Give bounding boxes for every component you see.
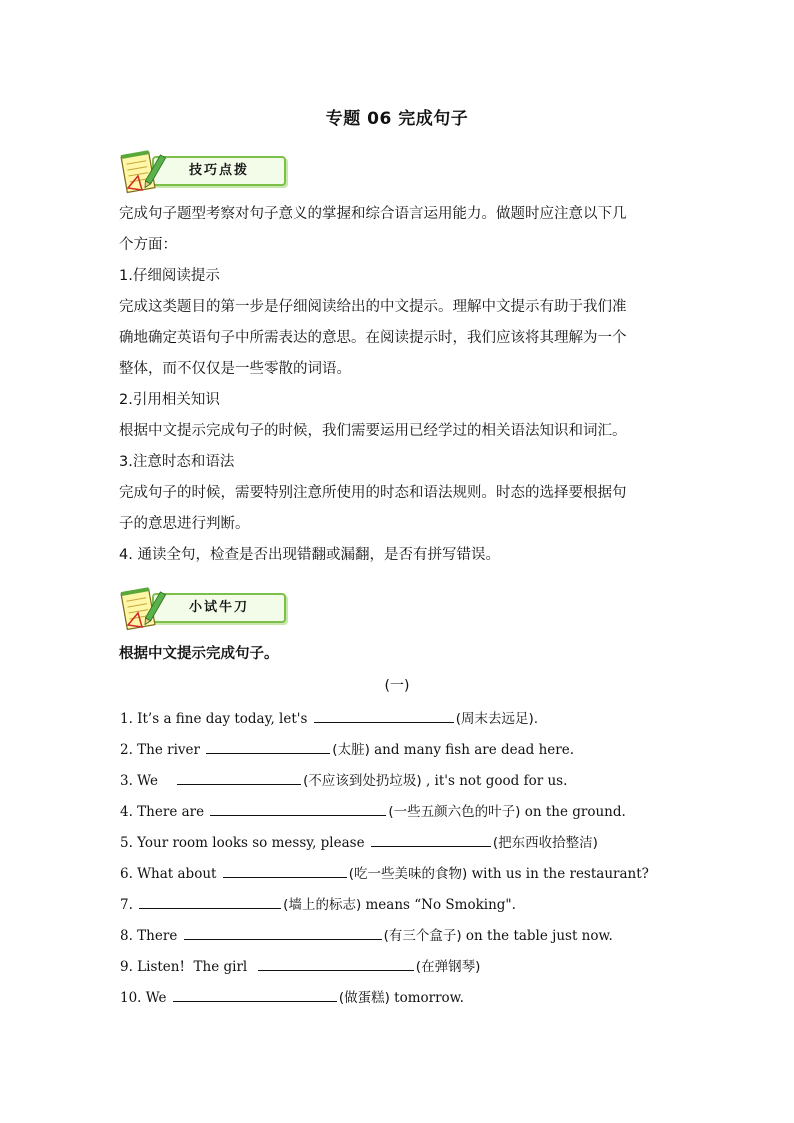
question-text: 9. Listen! The girl (120, 959, 256, 975)
question-text: 1. It’s a fine day today, let's (120, 711, 312, 727)
answer-blank[interactable] (206, 740, 330, 754)
tip-line: 1.仔细阅读提示 (119, 268, 220, 284)
question-hint: (墙上的标志) (283, 897, 362, 913)
question-hint: (不应该到处扔垃圾) (303, 773, 422, 789)
question-1 (120, 707, 538, 727)
tip-line: 完成句子的时候，需要特别注意所使用的时态和语法规则。时态的选择要根据句 (119, 485, 627, 501)
tip-line: 完成句子题型考察对句子意义的掌握和综合语言运用能力。做题时应注意以下几 (119, 206, 627, 222)
question-text: 5. Your room looks so messy, please (120, 835, 369, 851)
question-hint: (有三个盒子) (383, 928, 462, 944)
question-2 (120, 738, 574, 758)
tip-line: 个方面： (119, 237, 177, 253)
answer-blank[interactable] (223, 864, 347, 878)
question-text: 10. We (120, 990, 171, 1006)
section-banner-practice (118, 585, 286, 629)
banner-label: 小试牛刀 (188, 600, 249, 615)
tip-line: 3.注意时态和语法 (119, 454, 235, 470)
question-7 (120, 893, 516, 913)
question-hint: (太脏) (332, 742, 370, 758)
question-text: 4. There are (120, 804, 209, 820)
question-hint: (做蛋糕) (338, 990, 390, 1006)
answer-blank[interactable] (177, 771, 301, 785)
question-text: tomorrow. (389, 990, 464, 1006)
question-hint: (周末去远足). (455, 711, 539, 727)
question-4 (120, 800, 626, 820)
tip-line: 子的意思进行判断。 (119, 516, 250, 532)
answer-blank[interactable] (371, 833, 491, 847)
question-text: 8. There (120, 928, 182, 944)
tip-line: 整体，而不仅仅是一些零散的词语。 (119, 361, 351, 377)
question-8 (120, 924, 613, 944)
tips-paragraph (119, 199, 679, 571)
question-text: and many fish are dead here. (369, 742, 575, 758)
banner-tab (152, 593, 286, 623)
page-title: 专题 06 完成句子 (325, 109, 469, 129)
notepad-pencil-icon (118, 148, 166, 196)
notepad-pencil-icon (118, 585, 166, 633)
tip-line: 4. 通读全句，检查是否出现错翻或漏翻，是否有拼写错误。 (119, 547, 500, 563)
question-hint: (在弹钢琴) (415, 959, 481, 975)
question-10 (120, 986, 464, 1006)
question-text: , it's not good for us. (421, 773, 568, 789)
exercise-heading: 根据中文提示完成句子。 (119, 646, 279, 662)
section-banner-tips (118, 148, 286, 192)
answer-blank[interactable] (173, 988, 337, 1002)
tip-line: 完成这类题目的第一步是仔细阅读给出的中文提示。理解中文提示有助于我们准 (119, 299, 627, 315)
tip-line: 根据中文提示完成句子的时候，我们需要运用已经学过的相关语法知识和词汇。 (119, 423, 627, 439)
question-text: on the ground. (520, 804, 626, 820)
question-text: means “No Smoking". (361, 897, 516, 913)
question-hint: (把东西收拾整洁) (492, 835, 598, 851)
answer-blank[interactable] (139, 895, 281, 909)
question-3 (120, 769, 567, 789)
question-text: 7. (120, 897, 138, 913)
question-text: 6. What about (120, 866, 221, 882)
answer-blank[interactable] (210, 802, 386, 816)
banner-label: 技巧点拨 (188, 163, 249, 178)
question-text: with us in the restaurant? (467, 866, 649, 882)
tip-line: 确地确定英语句子中所需表达的意思。在阅读提示时，我们应该将其理解为一个 (119, 330, 627, 346)
question-text: on the table just now. (461, 928, 613, 944)
answer-blank[interactable] (314, 709, 454, 723)
banner-tab (152, 156, 286, 186)
answer-blank[interactable] (184, 926, 382, 940)
section-label: (一) (384, 678, 410, 694)
answer-blank[interactable] (258, 957, 414, 971)
question-6 (120, 862, 649, 882)
question-hint: (吃一些美味的食物) (348, 866, 468, 882)
question-text: 2. The river (120, 742, 205, 758)
question-text: 3. We (120, 773, 176, 789)
question-hint: (一些五颜六色的叶子) (388, 804, 521, 820)
tip-line: 2.引用相关知识 (119, 392, 220, 408)
question-5 (120, 831, 598, 851)
question-9 (120, 955, 480, 975)
